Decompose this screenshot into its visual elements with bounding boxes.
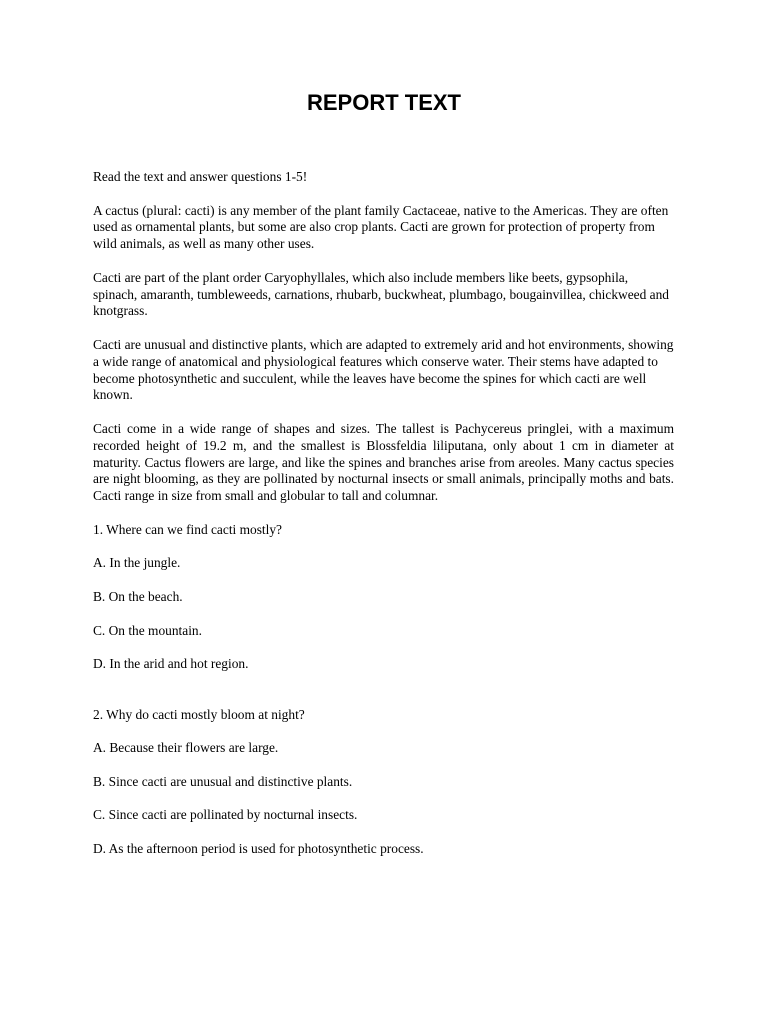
instruction-text: Read the text and answer questions 1-5! xyxy=(93,169,308,184)
question-1-option-b: B. On the beach. xyxy=(93,588,183,604)
question-1-option-a: A. In the jungle. xyxy=(93,555,181,571)
page-title: REPORT TEXT xyxy=(306,90,461,115)
question-1: 1. Where can we find cacti mostly? xyxy=(93,521,283,537)
document-body xyxy=(93,169,674,874)
question-1-option-c: C. On the mountain. xyxy=(93,622,202,638)
question-2-option-a: A. Because their flowers are large. xyxy=(93,740,279,756)
question-2: 2. Why do cacti mostly bloom at night? xyxy=(93,706,305,722)
paragraph-4: Cacti come in a wide range of shapes and sizes. The tallest is Pachycereus pringlei, with a maximum recorded height of 19.2 m, and the smallest is Blossfeldia liliputana, only about 1 cm in diameter at maturity. Cactus flowers are large, and like the spines and branches arise from areoles. Many cactus species are night blooming, as they are pollinated by nocturnal insects or small animals, principally moths and bats. Cacti range in size from small and globular to tall and columnar. xyxy=(93,420,674,504)
paragraph-2: Cacti are part of the plant order Caryophyllales, which also include members like beets, gypsophila, spinach, amaranth, tumbleweeds, carnations, rhubarb, buckwheat, plumbago, bougainvillea, chickweed and knotgrass. xyxy=(93,269,669,319)
paragraph-1: A cactus (plural: cacti) is any member of the plant family Cactaceae, native to the Americas. They are often used as ornamental plants, but some are also crop plants. Cacti are grown for protection of property from wild animals, as well as many other uses. xyxy=(93,202,669,252)
question-2-option-c: C. Since cacti are pollinated by nocturnal insects. xyxy=(93,807,358,823)
question-2-option-b: B. Since cacti are unusual and distinctive plants. xyxy=(93,773,353,789)
paragraph-3: Cacti are unusual and distinctive plants, which are adapted to extremely arid and hot environments, showing a wide range of anatomical and physiological features which conserve water. Their stems have adapted to become photosynthetic and succulent, while the leaves have become the spines for which cacti are well known. xyxy=(93,336,674,403)
question-1-option-d: D. In the arid and hot region. xyxy=(93,656,249,672)
question-2-option-d: D. As the afternoon period is used for photosynthetic process. xyxy=(93,840,424,856)
